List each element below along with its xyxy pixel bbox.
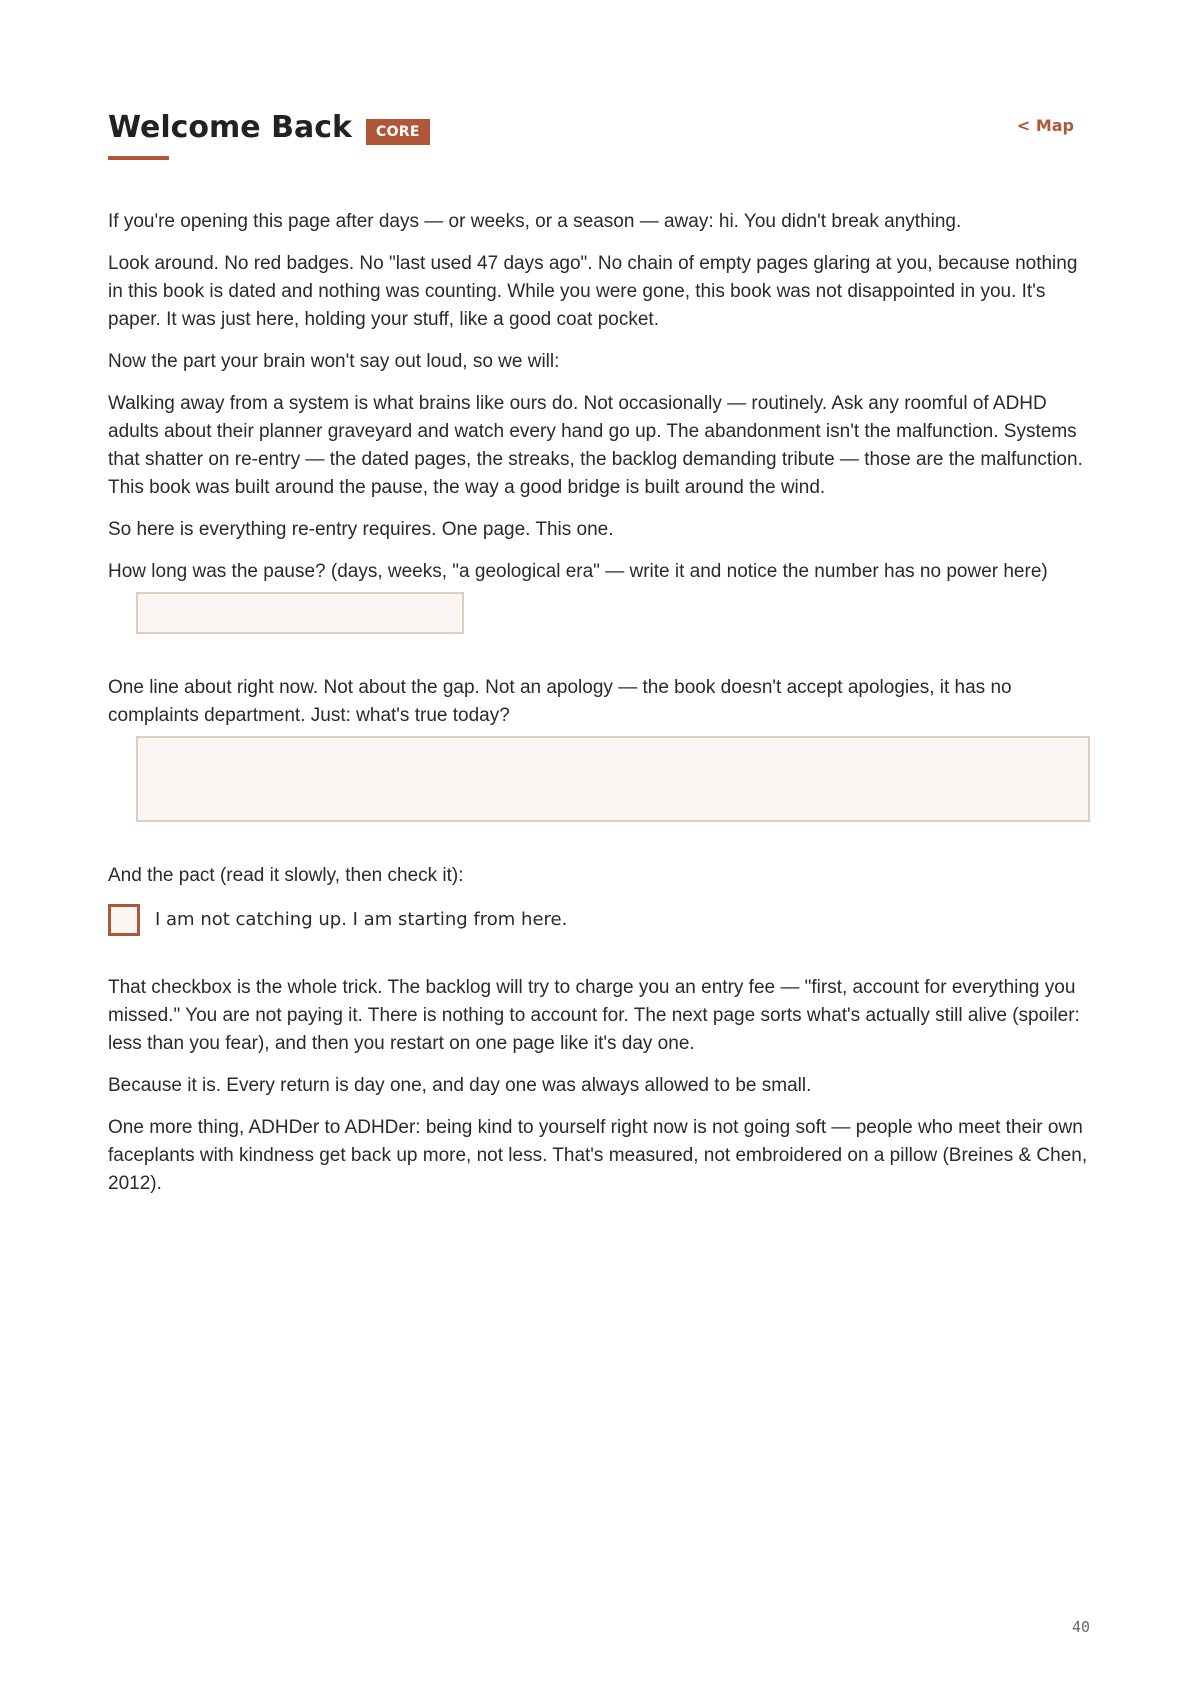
page-header bbox=[108, 108, 1090, 168]
checkbox-trick-paragraph: That checkbox is the whole trick. The backlog will try to charge you an entry fee — "first, account for everything you missed." You are not paying it. There is nothing to account for. The next page sorts what's actually still alive (spoiler: less than you fear), and then you restart on one page like it's day one. bbox=[108, 977, 1080, 1054]
body-text bbox=[108, 208, 1090, 1212]
title-underline bbox=[108, 156, 169, 160]
page-title: Welcome Back bbox=[108, 110, 352, 145]
page-number: 40 bbox=[1071, 1618, 1090, 1636]
right-now-prompt: One line about right now. Not about the gap. Not an apology — the book doesn't accept apologies, it has no complaints department. Just: what's true today? bbox=[108, 677, 1012, 726]
brain-paragraph: Now the part your brain won't say out loud, so we will: bbox=[108, 351, 560, 372]
page bbox=[108, 0, 1090, 1683]
pause-length-input[interactable] bbox=[136, 592, 464, 634]
right-now-input[interactable] bbox=[136, 736, 1090, 822]
pact-row bbox=[108, 904, 1090, 938]
pact-label: I am not catching up. I am starting from here. bbox=[155, 909, 568, 930]
day-one-paragraph: Because it is. Every return is day one, and day one was always allowed to be small. bbox=[108, 1075, 812, 1096]
intro-paragraph: If you're opening this page after days — or weeks, or a season — away: hi. You didn't break anything. bbox=[108, 211, 962, 232]
kindness-paragraph: One more thing, ADHDer to ADHDer: being kind to yourself right now is not going soft — people who meet their own faceplants with kindness get back up more, not less. That's measured, not embroidered on a pillow (Breines & Chen, 2012). bbox=[108, 1117, 1088, 1194]
look-around-paragraph: Look around. No red badges. No "last used 47 days ago". No chain of empty pages glaring at you, because nothing in this book is dated and nothing was counting. While you were gone, this book was not disappointed in you. It's paper. It was just here, holding your stuff, like a good coat pocket. bbox=[108, 253, 1078, 330]
pause-prompt: How long was the pause? (days, weeks, "a geological era" — write it and notice the number has no power here) bbox=[108, 561, 1048, 582]
map-link[interactable]: < Map bbox=[1016, 116, 1074, 135]
core-badge: CORE bbox=[366, 119, 430, 145]
pact-checkbox[interactable] bbox=[108, 904, 140, 936]
walking-away-paragraph: Walking away from a system is what brains like ours do. Not occasionally — routinely. Ask any roomful of ADHD adults about their planner graveyard and watch every hand go up. The abandonment isn't the malfunction. Systems that shatter on re-entry — the dated pages, the streaks, the backlog demanding tribute — those are the malfunction. This book was built around the pause, the way a good bridge is built around the wind. bbox=[108, 393, 1083, 498]
pact-prompt: And the pact (read it slowly, then check it): bbox=[108, 865, 464, 886]
re-entry-paragraph: So here is everything re-entry requires. One page. This one. bbox=[108, 519, 614, 540]
